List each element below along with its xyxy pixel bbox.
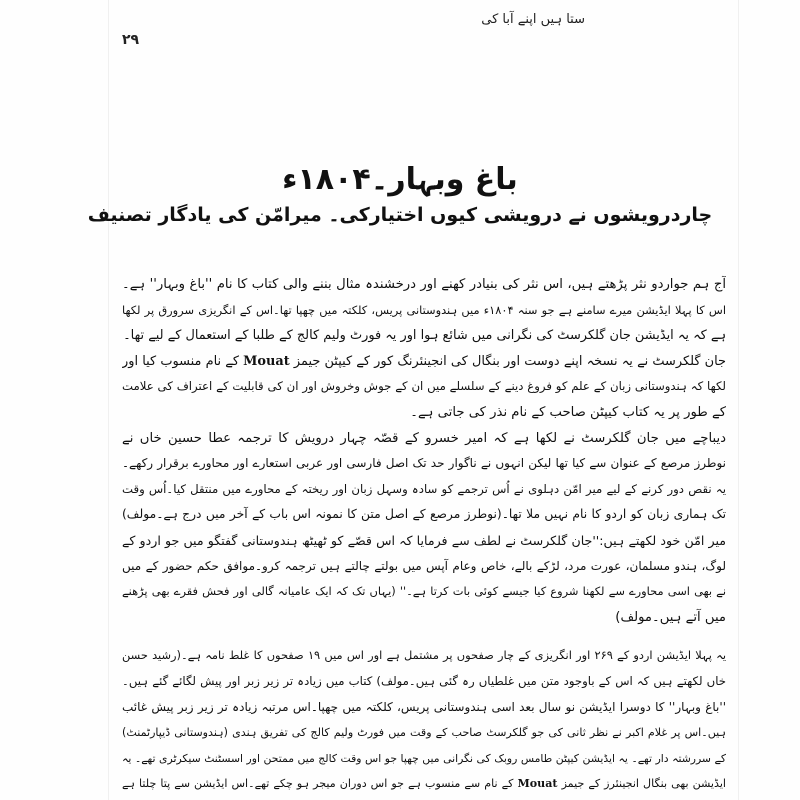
text-line: نوطرز مرصع کے عنوان سے کیا تھا لیکن انہوں نے ناگوار حد تک اصل فارسی اور عربی استعارے اور محاورے برقرار رکھے۔ [122,456,726,471]
page-edge-right [738,0,739,800]
text-line: کے سررشتہ دار تھے۔ یہ ایڈیشن کیپٹن طامس روبک کی نگرانی میں چھپا جو اس وقت کالج میں ممتحن اور اسسٹنٹ سیکرٹری تھے۔ یہ [122,751,726,765]
text-run: ایڈیشن بھی بنگال انجینئرز کے جیمز [561,777,726,791]
text-line: ''باغ وبہار'' کا دوسرا ایڈیشن نو سال بعد اسی ہندوستانی پریس، کلکتہ میں چھپا۔اس مرتبہ زیادہ تر زیر زبر پیش غائب [122,699,726,714]
chapter-subtitle: چاردرویشوں نے درویشی کیوں اختیارکی۔ میرامّن کی یادگار تصنیف [87,204,713,226]
running-head: ستا ہیں اپنے آبا کی [481,12,585,27]
text-line [122,771,726,797]
text-line: تک ہماری زبان کو اردو کا نام نہیں ملا تھا۔(نوطرز مرصع کے اصل متن کا نمونہ اس باب کے آخر میں درج ہے۔مولف) [122,507,726,522]
text-line: ہے کہ یہ ایڈیشن جان گلکرسٹ کی نگرانی میں شائع ہوا اور یہ فورٹ ولیم کالج کے طلبا کے استعمال کے لیے تھا۔ [123,328,726,344]
text-line: میر امّن خود لکھتے ہیں:''جان گلکرسٹ نے لطف سے فرمایا کہ اس قصّے کو ٹھیٹھ ہندوستانی گفتگو میں جو اردو کے [122,532,726,548]
page-number: ۲۹ [122,32,140,48]
text-line: آج ہم جواردو نثر پڑھتے ہیں، اس نثر کی بنیادر کھنے اور درخشندہ مثال بننے والی کتاب کا نام ''باغ وبہار'' ہے۔ [122,277,726,292]
text-line: نے بھی اسی محاورے سے لکھنا شروع کیا جیسے کوئی بات کرتا ہے۔'' (یہاں تک کہ ایک عامیانہ گالی اور فحش فقرے بھی پڑھنے [122,584,726,599]
text-line: ہیں۔اس پر غلام اکبر نے نظر ثانی کی جو گلکرسٹ صاحب کے وقت میں فورٹ ولیم کالج کی تفریق ہندی (ہندوستانی ڈیپارٹمنٹ) [122,726,726,740]
text-line: اس کا پہلا ایڈیشن میرے سامنے ہے جو سنہ ۱۸۰۴ء میں ہندوستانی پریس، کلکتہ میں چھپا تھا۔اس کے انگریزی سرورق پر لکھا [122,302,726,317]
paragraph [122,272,726,349]
text-line: یہ نقص دور کرنے کے لیے میر امّن دہلوی نے اُس ترجمے کو سادہ وسہل زبان اور ریختہ کے محاورے میں منتقل کیا۔اُس وقت [122,481,726,496]
paragraph [122,528,726,630]
text-line: کے طور پر یہ کتاب کیپٹن صاحب کے نام نذر کی جاتی ہے۔ [410,404,726,420]
page-edge-left [108,0,109,800]
latin-name: Mouat [517,777,558,791]
text-line [122,349,726,375]
paragraph-gap [122,630,726,643]
text-line: خاں لکھتے ہیں کہ اس کے باوجود متن میں غلطیاں رہ گئی ہیں۔مولف) کتاب میں زیادہ تر زیر زبر اور پیش لگائے گئے ہیں۔ [122,673,726,688]
chapter-title: باغ وبہار۔۱۸۰۴ء [282,162,518,197]
text-run: کے نام سے منسوب ہے جو اس دوران میجر ہو چکے تھے۔اس ایڈیشن سے پتا چلتا ہے [122,777,514,791]
text-line: دیباچے میں جان گلکرسٹ نے لکھا ہے کہ امیر خسرو کے قصّہ چہار درویش کا ترجمہ عطا حسین خاں نے [122,430,726,446]
paragraph [122,643,726,797]
text-line: یہ پہلا ایڈیشن اردو کے ۲۶۹ اور انگریزی کے چار صفحوں پر مشتمل ہے اور اس میں ۱۹ صفحوں کا غلط نامہ ہے۔(رشید حسن [122,648,726,663]
text-run: کے نام منسوب کیا اور [122,353,239,369]
text-line: لکھا کہ ہندوستانی زبان کے علم کو فروغ دینے کے سلسلے میں ان کے جوش وخروش اور ان کی قابلیت کے اعتراف کی علامت [122,379,726,394]
text-line: لوگ، ہندو مسلمان، عورت مرد، لڑکے بالے، خاص وعام آپس میں بولتے چالتے ہیں ترجمہ کرو۔موافق حکم حضور کے میں [122,558,726,573]
body-text [122,272,726,797]
paragraph [122,349,726,426]
latin-name: Mouat [243,353,290,369]
text-run: جان گلکرسٹ نے یہ نسخہ اپنے دوست اور بنگال کی انجینئرنگ کور کے کیپٹن جیمز [293,353,726,369]
text-line: میں آتے ہیں۔مولف) [615,609,726,625]
paragraph [122,426,726,528]
